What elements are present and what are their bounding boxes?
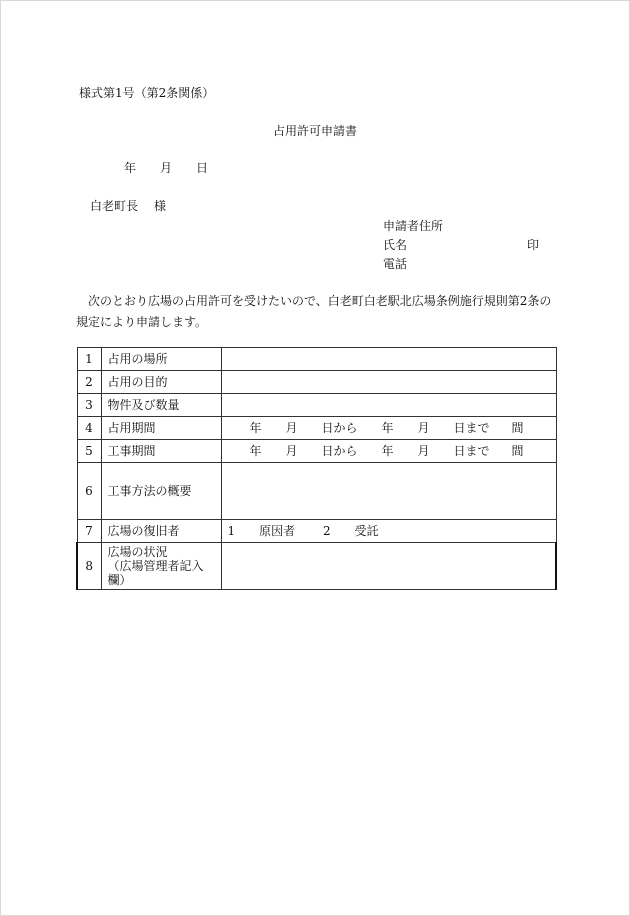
row-number: 5: [77, 440, 101, 463]
addressee-honorific: 様: [154, 199, 167, 213]
date-row: [124, 161, 244, 175]
table-row: [77, 348, 556, 371]
row-label: 工事方法の概要: [101, 463, 221, 520]
table-row: [77, 371, 556, 394]
form-number: 様式第1号（第2条関係）: [79, 86, 215, 100]
seal-label: 印: [526, 238, 539, 252]
row-label: 広場の復旧者: [101, 520, 221, 543]
option-label: 受託: [354, 524, 379, 538]
row-label: [101, 543, 221, 590]
period-year: 年: [249, 444, 262, 458]
table-row: [77, 394, 556, 417]
period-days: 間: [511, 421, 524, 435]
table-row: [77, 463, 556, 520]
table-row: [77, 520, 556, 543]
period-days: 間: [511, 444, 524, 458]
row-label: 占用期間: [101, 417, 221, 440]
addressee: [90, 199, 166, 213]
restorer-option-2[interactable]: [323, 524, 391, 538]
occupancy-period-field[interactable]: [221, 417, 556, 440]
row-number: 8: [77, 543, 101, 590]
applicant-name-row: [383, 238, 539, 252]
period-day-from: 日から: [321, 421, 358, 435]
row-label: 物件及び数量: [101, 394, 221, 417]
period-day-from: 日から: [321, 444, 358, 458]
row-number: 2: [77, 371, 101, 394]
occupancy-purpose-field[interactable]: [221, 371, 556, 394]
construction-period-field[interactable]: [221, 440, 556, 463]
period-month: 月: [417, 444, 430, 458]
status-label-line2: （広場管理者記入欄）: [107, 559, 204, 587]
period-month: 月: [285, 444, 298, 458]
applicant-address-label: 申請者住所: [383, 219, 444, 233]
addressee-name: 白老町長: [90, 199, 139, 213]
application-statement: 次のとおり広場の占用許可を受けたいので、白老町白老駅北広場条例施行規則第2条の規定により申請します。: [76, 294, 552, 329]
period-day-to: 日まで: [453, 444, 490, 458]
date-day: 日: [196, 161, 209, 175]
period-year: 年: [381, 421, 394, 435]
period-month: 月: [417, 421, 430, 435]
restorer-option-1[interactable]: [228, 524, 308, 538]
row-number: 3: [77, 394, 101, 417]
row-label: 工事期間: [101, 440, 221, 463]
applicant-name-label: 氏名: [383, 238, 408, 252]
row-label: 占用の目的: [101, 371, 221, 394]
table-row: [77, 543, 556, 590]
row-number: 1: [77, 348, 101, 371]
status-label-line1: 広場の状況: [107, 545, 168, 559]
table-row: [77, 417, 556, 440]
date-year: 年: [124, 161, 137, 175]
plaza-status-field[interactable]: [221, 543, 556, 590]
row-number: 7: [77, 520, 101, 543]
option-number: 1: [227, 524, 236, 538]
row-number: 4: [77, 417, 101, 440]
items-quantity-field[interactable]: [221, 394, 556, 417]
option-label: 原因者: [259, 524, 296, 538]
restorer-options: [221, 520, 556, 543]
table-row: [77, 440, 556, 463]
period-month: 月: [285, 421, 298, 435]
period-year: 年: [249, 421, 262, 435]
construction-method-field[interactable]: [221, 463, 556, 520]
application-form-table: [76, 347, 557, 590]
period-year: 年: [381, 444, 394, 458]
row-number: 6: [77, 463, 101, 520]
document-title: 占用許可申請書: [272, 124, 357, 138]
period-day-to: 日まで: [453, 421, 490, 435]
date-month: 月: [160, 161, 173, 175]
occupancy-location-field[interactable]: [221, 348, 556, 371]
applicant-tel-label: 電話: [383, 257, 408, 271]
option-number: 2: [323, 524, 331, 538]
row-label: 占用の場所: [101, 348, 221, 371]
